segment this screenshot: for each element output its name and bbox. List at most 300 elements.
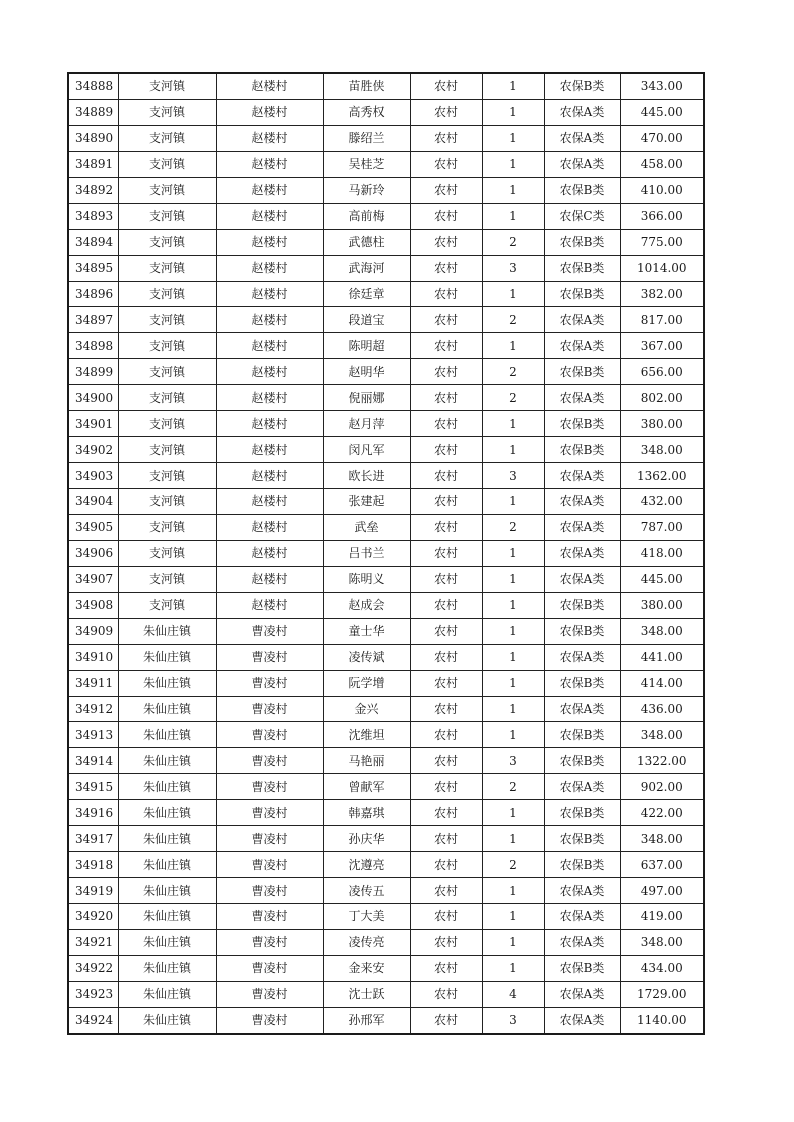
table-row: [68, 411, 704, 437]
amount-cell: 441.00: [620, 644, 704, 670]
residence-type-cell: 农村: [410, 151, 482, 177]
residence-type-cell: 农村: [410, 748, 482, 774]
name-cell: 赵成会: [323, 592, 410, 618]
table-row: [68, 255, 704, 281]
residence-type-cell: 农村: [410, 489, 482, 515]
household-count-cell: 1: [482, 203, 544, 229]
insurance-category-cell: 农保B类: [544, 826, 620, 852]
household-count-cell: 1: [482, 281, 544, 307]
village-cell: 赵楼村: [216, 177, 323, 203]
amount-cell: 367.00: [620, 333, 704, 359]
amount-cell: 497.00: [620, 878, 704, 904]
amount-cell: 434.00: [620, 955, 704, 981]
insurance-category-cell: 农保A类: [544, 151, 620, 177]
insurance-category-cell: 农保B类: [544, 437, 620, 463]
name-cell: 韩嘉琪: [323, 800, 410, 826]
row-id-cell: 34924: [68, 1007, 118, 1033]
household-count-cell: 3: [482, 1007, 544, 1033]
row-id-cell: 34908: [68, 592, 118, 618]
village-cell: 曹凌村: [216, 1007, 323, 1033]
town-cell: 支河镇: [118, 385, 216, 411]
amount-cell: 802.00: [620, 385, 704, 411]
row-id-cell: 34894: [68, 229, 118, 255]
name-cell: 沈士跃: [323, 981, 410, 1007]
village-cell: 赵楼村: [216, 125, 323, 151]
amount-cell: 775.00: [620, 229, 704, 255]
row-id-cell: 34915: [68, 774, 118, 800]
amount-cell: 410.00: [620, 177, 704, 203]
village-cell: 曹凌村: [216, 722, 323, 748]
household-count-cell: 1: [482, 826, 544, 852]
amount-cell: 432.00: [620, 489, 704, 515]
amount-cell: 382.00: [620, 281, 704, 307]
row-id-cell: 34893: [68, 203, 118, 229]
town-cell: 支河镇: [118, 514, 216, 540]
village-cell: 曹凌村: [216, 748, 323, 774]
amount-cell: 637.00: [620, 852, 704, 878]
insurance-category-cell: 农保A类: [544, 514, 620, 540]
village-cell: 赵楼村: [216, 229, 323, 255]
row-id-cell: 34909: [68, 618, 118, 644]
name-cell: 武垒: [323, 514, 410, 540]
name-cell: 阮学增: [323, 670, 410, 696]
name-cell: 凌传五: [323, 878, 410, 904]
village-cell: 曹凌村: [216, 618, 323, 644]
household-count-cell: 1: [482, 125, 544, 151]
amount-cell: 419.00: [620, 904, 704, 930]
insurance-category-cell: 农保A类: [544, 904, 620, 930]
town-cell: 支河镇: [118, 177, 216, 203]
row-id-cell: 34889: [68, 99, 118, 125]
insurance-category-cell: 农保A类: [544, 463, 620, 489]
amount-cell: 1362.00: [620, 463, 704, 489]
table-row: [68, 904, 704, 930]
household-count-cell: 3: [482, 748, 544, 774]
name-cell: 凌传斌: [323, 644, 410, 670]
household-count-cell: 1: [482, 437, 544, 463]
insurance-category-cell: 农保B类: [544, 618, 620, 644]
table-row: [68, 722, 704, 748]
name-cell: 凌传亮: [323, 929, 410, 955]
amount-cell: 470.00: [620, 125, 704, 151]
amount-cell: 1322.00: [620, 748, 704, 774]
town-cell: 朱仙庄镇: [118, 748, 216, 774]
town-cell: 支河镇: [118, 463, 216, 489]
name-cell: 丁大美: [323, 904, 410, 930]
town-cell: 朱仙庄镇: [118, 826, 216, 852]
insurance-category-cell: 农保A类: [544, 774, 620, 800]
name-cell: 段道宝: [323, 307, 410, 333]
village-cell: 曹凌村: [216, 878, 323, 904]
row-id-cell: 34917: [68, 826, 118, 852]
table-row: [68, 644, 704, 670]
amount-cell: 414.00: [620, 670, 704, 696]
insurance-category-cell: 农保B类: [544, 229, 620, 255]
amount-cell: 348.00: [620, 437, 704, 463]
residence-type-cell: 农村: [410, 385, 482, 411]
household-count-cell: 2: [482, 359, 544, 385]
town-cell: 朱仙庄镇: [118, 774, 216, 800]
town-cell: 朱仙庄镇: [118, 618, 216, 644]
row-id-cell: 34903: [68, 463, 118, 489]
name-cell: 吴桂芝: [323, 151, 410, 177]
row-id-cell: 34913: [68, 722, 118, 748]
name-cell: 赵明华: [323, 359, 410, 385]
roster-table: [67, 72, 705, 1035]
town-cell: 支河镇: [118, 307, 216, 333]
row-id-cell: 34891: [68, 151, 118, 177]
town-cell: 朱仙庄镇: [118, 800, 216, 826]
town-cell: 支河镇: [118, 540, 216, 566]
village-cell: 赵楼村: [216, 99, 323, 125]
name-cell: 马艳丽: [323, 748, 410, 774]
village-cell: 赵楼村: [216, 592, 323, 618]
household-count-cell: 1: [482, 618, 544, 644]
village-cell: 赵楼村: [216, 489, 323, 515]
household-count-cell: 1: [482, 566, 544, 592]
village-cell: 曹凌村: [216, 670, 323, 696]
row-id-cell: 34901: [68, 411, 118, 437]
amount-cell: 445.00: [620, 566, 704, 592]
table-row: [68, 800, 704, 826]
amount-cell: 445.00: [620, 99, 704, 125]
row-id-cell: 34896: [68, 281, 118, 307]
town-cell: 支河镇: [118, 281, 216, 307]
residence-type-cell: 农村: [410, 281, 482, 307]
household-count-cell: 1: [482, 540, 544, 566]
insurance-category-cell: 农保A类: [544, 878, 620, 904]
village-cell: 赵楼村: [216, 359, 323, 385]
insurance-category-cell: 农保A类: [544, 99, 620, 125]
household-count-cell: 1: [482, 592, 544, 618]
insurance-category-cell: 农保A类: [544, 644, 620, 670]
household-count-cell: 1: [482, 99, 544, 125]
row-id-cell: 34912: [68, 696, 118, 722]
name-cell: 孙邢军: [323, 1007, 410, 1033]
table-row: [68, 696, 704, 722]
household-count-cell: 3: [482, 463, 544, 489]
insurance-category-cell: 农保B类: [544, 955, 620, 981]
household-count-cell: 2: [482, 385, 544, 411]
village-cell: 赵楼村: [216, 411, 323, 437]
village-cell: 曹凌村: [216, 981, 323, 1007]
residence-type-cell: 农村: [410, 359, 482, 385]
amount-cell: 348.00: [620, 826, 704, 852]
town-cell: 支河镇: [118, 592, 216, 618]
insurance-category-cell: 农保A类: [544, 566, 620, 592]
town-cell: 支河镇: [118, 437, 216, 463]
household-count-cell: 4: [482, 981, 544, 1007]
village-cell: 赵楼村: [216, 514, 323, 540]
residence-type-cell: 农村: [410, 255, 482, 281]
village-cell: 曹凌村: [216, 955, 323, 981]
household-count-cell: 1: [482, 670, 544, 696]
row-id-cell: 34910: [68, 644, 118, 670]
town-cell: 朱仙庄镇: [118, 644, 216, 670]
residence-type-cell: 农村: [410, 203, 482, 229]
insurance-category-cell: 农保B类: [544, 722, 620, 748]
town-cell: 支河镇: [118, 411, 216, 437]
village-cell: 赵楼村: [216, 73, 323, 99]
village-cell: 曹凌村: [216, 800, 323, 826]
name-cell: 武德柱: [323, 229, 410, 255]
household-count-cell: 1: [482, 955, 544, 981]
roster-table-body: [68, 73, 704, 1034]
row-id-cell: 34920: [68, 904, 118, 930]
insurance-category-cell: 农保A类: [544, 489, 620, 515]
amount-cell: 418.00: [620, 540, 704, 566]
residence-type-cell: 农村: [410, 878, 482, 904]
row-id-cell: 34897: [68, 307, 118, 333]
village-cell: 赵楼村: [216, 151, 323, 177]
residence-type-cell: 农村: [410, 981, 482, 1007]
town-cell: 支河镇: [118, 229, 216, 255]
residence-type-cell: 农村: [410, 99, 482, 125]
amount-cell: 656.00: [620, 359, 704, 385]
village-cell: 曹凌村: [216, 904, 323, 930]
table-row: [68, 955, 704, 981]
town-cell: 支河镇: [118, 333, 216, 359]
town-cell: 朱仙庄镇: [118, 670, 216, 696]
town-cell: 支河镇: [118, 359, 216, 385]
insurance-category-cell: 农保B类: [544, 748, 620, 774]
residence-type-cell: 农村: [410, 437, 482, 463]
row-id-cell: 34895: [68, 255, 118, 281]
insurance-category-cell: 农保B类: [544, 592, 620, 618]
residence-type-cell: 农村: [410, 177, 482, 203]
village-cell: 曹凌村: [216, 852, 323, 878]
row-id-cell: 34921: [68, 929, 118, 955]
name-cell: 马新玲: [323, 177, 410, 203]
village-cell: 曹凌村: [216, 696, 323, 722]
village-cell: 赵楼村: [216, 333, 323, 359]
table-row: [68, 566, 704, 592]
table-row: [68, 151, 704, 177]
residence-type-cell: 农村: [410, 566, 482, 592]
name-cell: 高前梅: [323, 203, 410, 229]
town-cell: 支河镇: [118, 99, 216, 125]
town-cell: 支河镇: [118, 125, 216, 151]
household-count-cell: 1: [482, 878, 544, 904]
name-cell: 金来安: [323, 955, 410, 981]
town-cell: 朱仙庄镇: [118, 696, 216, 722]
household-count-cell: 1: [482, 696, 544, 722]
name-cell: 童士华: [323, 618, 410, 644]
name-cell: 苗胜侠: [323, 73, 410, 99]
name-cell: 武海河: [323, 255, 410, 281]
household-count-cell: 1: [482, 722, 544, 748]
amount-cell: 343.00: [620, 73, 704, 99]
table-row: [68, 203, 704, 229]
town-cell: 朱仙庄镇: [118, 955, 216, 981]
insurance-category-cell: 农保A类: [544, 385, 620, 411]
name-cell: 赵月萍: [323, 411, 410, 437]
table-row: [68, 385, 704, 411]
town-cell: 支河镇: [118, 566, 216, 592]
amount-cell: 787.00: [620, 514, 704, 540]
residence-type-cell: 农村: [410, 644, 482, 670]
table-row: [68, 463, 704, 489]
town-cell: 朱仙庄镇: [118, 878, 216, 904]
town-cell: 朱仙庄镇: [118, 722, 216, 748]
row-id-cell: 34914: [68, 748, 118, 774]
village-cell: 赵楼村: [216, 437, 323, 463]
row-id-cell: 34907: [68, 566, 118, 592]
village-cell: 赵楼村: [216, 540, 323, 566]
table-row: [68, 852, 704, 878]
household-count-cell: 2: [482, 852, 544, 878]
table-row: [68, 229, 704, 255]
row-id-cell: 34902: [68, 437, 118, 463]
household-count-cell: 1: [482, 333, 544, 359]
insurance-category-cell: 农保B类: [544, 670, 620, 696]
insurance-category-cell: 农保B类: [544, 852, 620, 878]
amount-cell: 817.00: [620, 307, 704, 333]
table-row: [68, 73, 704, 99]
table-row: [68, 878, 704, 904]
village-cell: 赵楼村: [216, 463, 323, 489]
table-row: [68, 592, 704, 618]
row-id-cell: 34906: [68, 540, 118, 566]
village-cell: 曹凌村: [216, 929, 323, 955]
row-id-cell: 34919: [68, 878, 118, 904]
insurance-category-cell: 农保B类: [544, 281, 620, 307]
household-count-cell: 2: [482, 307, 544, 333]
residence-type-cell: 农村: [410, 955, 482, 981]
household-count-cell: 1: [482, 411, 544, 437]
table-row: [68, 307, 704, 333]
town-cell: 支河镇: [118, 73, 216, 99]
row-id-cell: 34904: [68, 489, 118, 515]
village-cell: 赵楼村: [216, 203, 323, 229]
table-row: [68, 981, 704, 1007]
village-cell: 赵楼村: [216, 281, 323, 307]
insurance-category-cell: 农保A类: [544, 696, 620, 722]
town-cell: 支河镇: [118, 203, 216, 229]
name-cell: 曾献军: [323, 774, 410, 800]
amount-cell: 380.00: [620, 411, 704, 437]
residence-type-cell: 农村: [410, 774, 482, 800]
village-cell: 曹凌村: [216, 826, 323, 852]
amount-cell: 348.00: [620, 722, 704, 748]
insurance-category-cell: 农保A类: [544, 125, 620, 151]
name-cell: 徐廷章: [323, 281, 410, 307]
table-row: [68, 359, 704, 385]
insurance-category-cell: 农保A类: [544, 333, 620, 359]
row-id-cell: 34911: [68, 670, 118, 696]
household-count-cell: 1: [482, 73, 544, 99]
residence-type-cell: 农村: [410, 852, 482, 878]
household-count-cell: 1: [482, 489, 544, 515]
name-cell: 陈明义: [323, 566, 410, 592]
table-row: [68, 514, 704, 540]
household-count-cell: 2: [482, 229, 544, 255]
table-row: [68, 774, 704, 800]
insurance-category-cell: 农保A类: [544, 981, 620, 1007]
name-cell: 金兴: [323, 696, 410, 722]
table-row: [68, 125, 704, 151]
name-cell: 倪丽娜: [323, 385, 410, 411]
row-id-cell: 34898: [68, 333, 118, 359]
household-count-cell: 1: [482, 177, 544, 203]
insurance-category-cell: 农保A类: [544, 307, 620, 333]
name-cell: 沈维坦: [323, 722, 410, 748]
table-row: [68, 437, 704, 463]
table-row: [68, 670, 704, 696]
amount-cell: 1140.00: [620, 1007, 704, 1033]
insurance-category-cell: 农保B类: [544, 800, 620, 826]
town-cell: 支河镇: [118, 255, 216, 281]
household-count-cell: 1: [482, 904, 544, 930]
town-cell: 朱仙庄镇: [118, 904, 216, 930]
village-cell: 赵楼村: [216, 566, 323, 592]
amount-cell: 380.00: [620, 592, 704, 618]
table-row: [68, 618, 704, 644]
row-id-cell: 34899: [68, 359, 118, 385]
row-id-cell: 34888: [68, 73, 118, 99]
residence-type-cell: 农村: [410, 463, 482, 489]
residence-type-cell: 农村: [410, 540, 482, 566]
row-id-cell: 34900: [68, 385, 118, 411]
name-cell: 孙庆华: [323, 826, 410, 852]
table-row: [68, 826, 704, 852]
row-id-cell: 34892: [68, 177, 118, 203]
household-count-cell: 2: [482, 774, 544, 800]
residence-type-cell: 农村: [410, 229, 482, 255]
table-row: [68, 540, 704, 566]
residence-type-cell: 农村: [410, 722, 482, 748]
village-cell: 赵楼村: [216, 307, 323, 333]
amount-cell: 902.00: [620, 774, 704, 800]
residence-type-cell: 农村: [410, 333, 482, 359]
name-cell: 吕书兰: [323, 540, 410, 566]
town-cell: 朱仙庄镇: [118, 852, 216, 878]
town-cell: 支河镇: [118, 489, 216, 515]
insurance-category-cell: 农保A类: [544, 1007, 620, 1033]
table-row: [68, 748, 704, 774]
table-row: [68, 489, 704, 515]
table-row: [68, 333, 704, 359]
amount-cell: 348.00: [620, 618, 704, 644]
residence-type-cell: 农村: [410, 800, 482, 826]
residence-type-cell: 农村: [410, 125, 482, 151]
row-id-cell: 34890: [68, 125, 118, 151]
amount-cell: 348.00: [620, 929, 704, 955]
row-id-cell: 34916: [68, 800, 118, 826]
village-cell: 曹凌村: [216, 644, 323, 670]
table-row: [68, 929, 704, 955]
town-cell: 朱仙庄镇: [118, 1007, 216, 1033]
residence-type-cell: 农村: [410, 826, 482, 852]
residence-type-cell: 农村: [410, 670, 482, 696]
insurance-category-cell: 农保A类: [544, 929, 620, 955]
amount-cell: 366.00: [620, 203, 704, 229]
table-row: [68, 99, 704, 125]
amount-cell: 436.00: [620, 696, 704, 722]
residence-type-cell: 农村: [410, 514, 482, 540]
name-cell: 陈明超: [323, 333, 410, 359]
name-cell: 张建起: [323, 489, 410, 515]
town-cell: 朱仙庄镇: [118, 929, 216, 955]
name-cell: 欧长进: [323, 463, 410, 489]
household-count-cell: 1: [482, 151, 544, 177]
household-count-cell: 1: [482, 800, 544, 826]
row-id-cell: 34922: [68, 955, 118, 981]
residence-type-cell: 农村: [410, 904, 482, 930]
town-cell: 支河镇: [118, 151, 216, 177]
residence-type-cell: 农村: [410, 73, 482, 99]
name-cell: 滕绍兰: [323, 125, 410, 151]
